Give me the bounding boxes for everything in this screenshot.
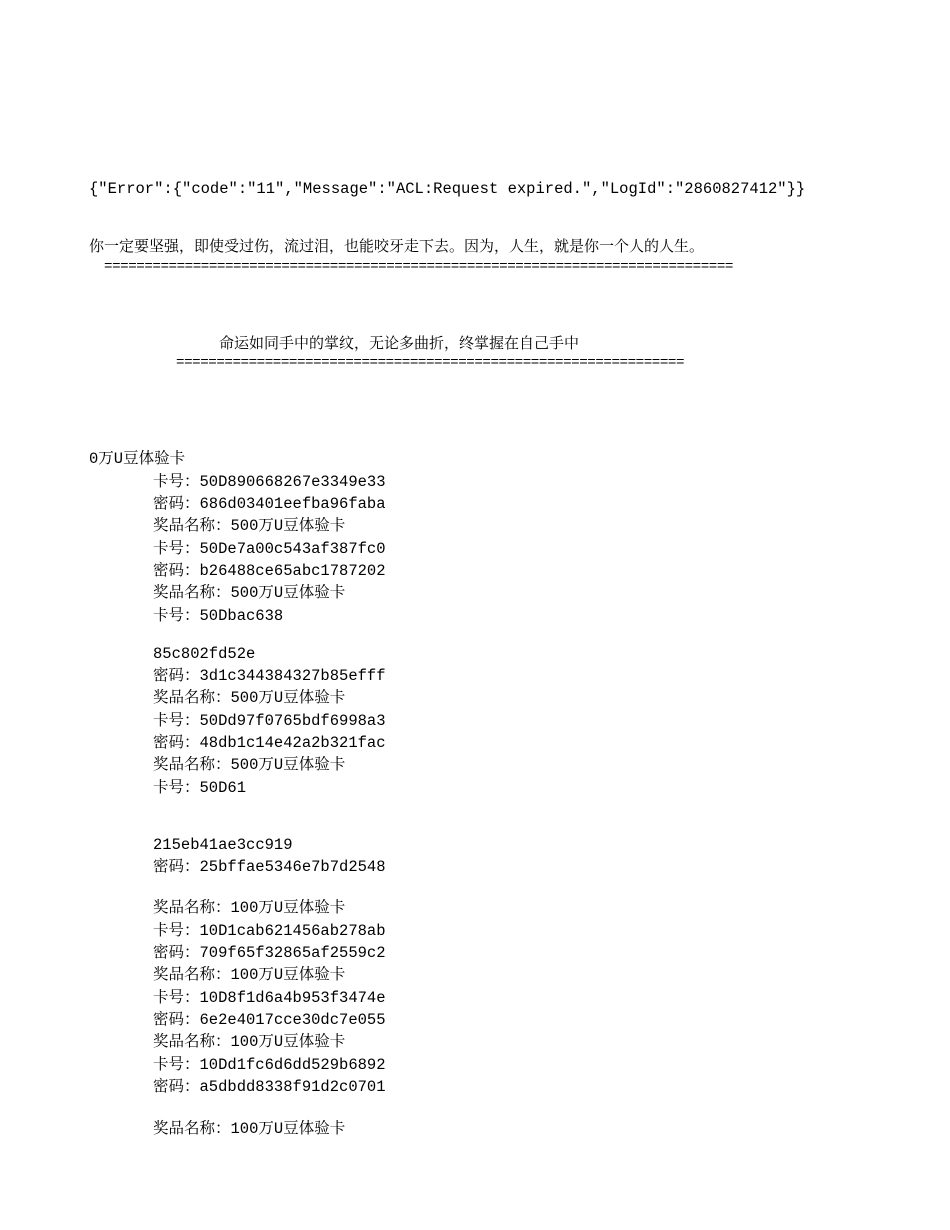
card-line: 密码：25bffae5346e7b7d2548 <box>153 858 386 876</box>
card-line: 奖品名称：500万U豆体验卡 <box>153 756 346 774</box>
card-line: 85c802fd52e <box>153 645 256 663</box>
motto-text-1: 你一定要坚强，即使受过伤，流过泪，也能咬牙走下去。因为，人生，就是你一个人的人生。 <box>89 237 705 255</box>
card-line: 奖品名称：100万U豆体验卡 <box>153 1033 346 1051</box>
error-message: {"Error":{"code":"11","Message":"ACL:Request expired.","LogId":"2860827412"}} <box>89 180 806 198</box>
card-line: 奖品名称：500万U豆体验卡 <box>153 517 346 535</box>
card-line: 密码：709f65f32865af2559c2 <box>153 944 386 962</box>
card-line: 密码：686d03401eefba96faba <box>153 495 386 513</box>
separator-line-2: =============================================================== <box>176 355 685 371</box>
card-line: 密码：48db1c14e42a2b321fac <box>153 734 386 752</box>
card-line: 密码：b26488ce65abc1787202 <box>153 562 386 580</box>
card-line: 卡号：50D890668267e3349e33 <box>153 473 386 491</box>
card-line: 卡号：50De7a00c543af387fc0 <box>153 540 386 558</box>
card-line: 卡号：50Dbac638 <box>153 607 284 625</box>
card-line: 卡号：10D8f1d6a4b953f3474e <box>153 989 386 1007</box>
motto-text-2: 命运如同手中的掌纹，无论多曲折，终掌握在自己手中 <box>219 334 580 352</box>
card-line: 密码：3d1c344384327b85efff <box>153 667 386 685</box>
separator-line-1: ============================================================================== <box>104 259 733 275</box>
card-line: 215eb41ae3cc919 <box>153 836 293 854</box>
card-line: 奖品名称：500万U豆体验卡 <box>153 689 346 707</box>
card-line: 密码：6e2e4017cce30dc7e055 <box>153 1011 386 1029</box>
card-line: 奖品名称：100万U豆体验卡 <box>153 899 346 917</box>
card-line: 密码：a5dbdd8338f91d2c0701 <box>153 1078 386 1096</box>
card-list-heading: 0万U豆体验卡 <box>89 450 186 468</box>
card-line: 卡号：50Dd97f0765bdf6998a3 <box>153 712 386 730</box>
card-line: 奖品名称：100万U豆体验卡 <box>153 966 346 984</box>
card-line: 卡号：10Dd1fc6d6dd529b6892 <box>153 1056 386 1074</box>
card-line: 卡号：50D61 <box>153 779 247 797</box>
card-line: 卡号：10D1cab621456ab278ab <box>153 922 386 940</box>
card-line: 奖品名称：500万U豆体验卡 <box>153 584 346 602</box>
card-line: 奖品名称：100万U豆体验卡 <box>153 1120 346 1138</box>
